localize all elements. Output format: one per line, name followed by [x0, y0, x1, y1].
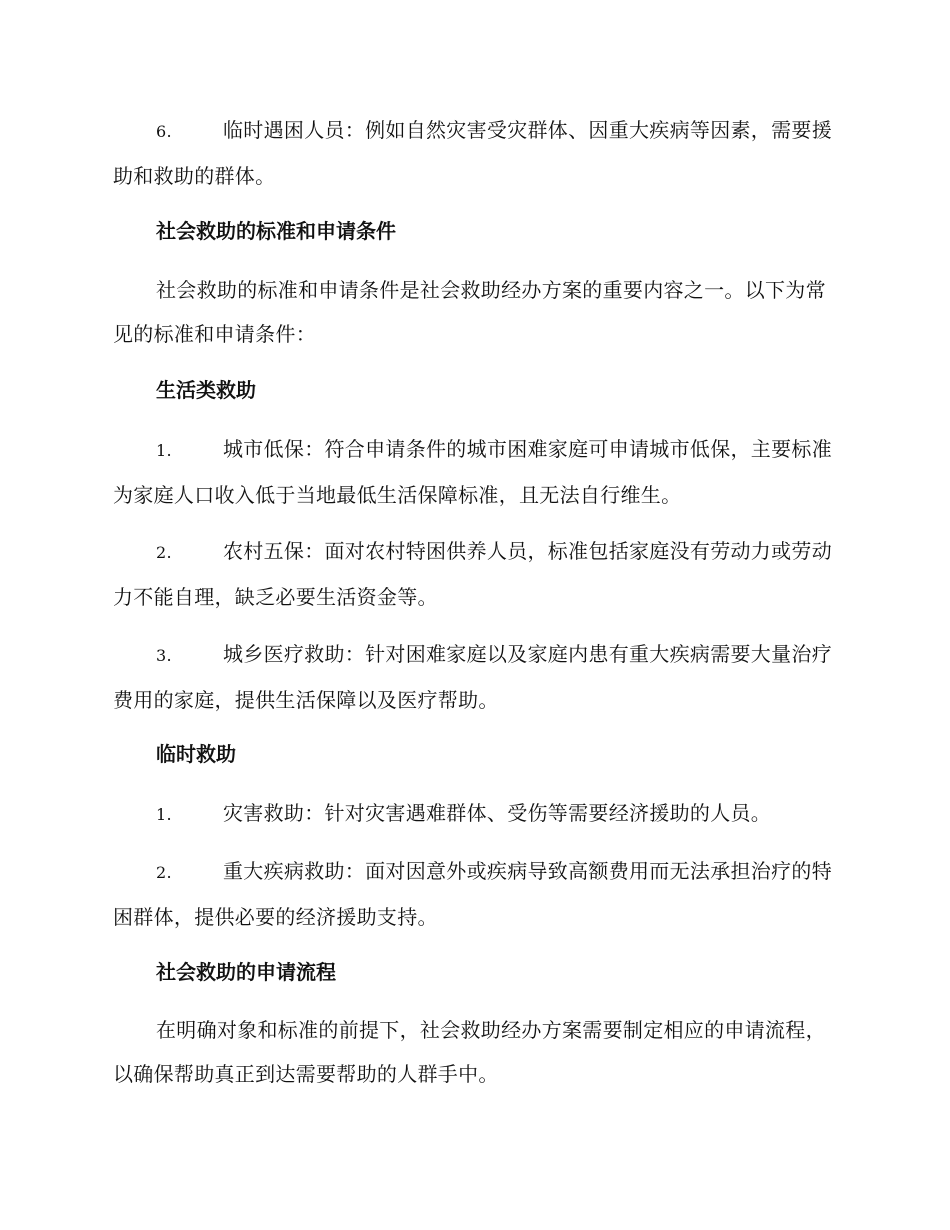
paragraph-text: 重大疾病救助：面对因意外或疾病导致高额费用而无法承担治疗的特困群体，提供必要的经济援助支持。 [113, 859, 832, 929]
paragraph-disaster-aid [113, 791, 835, 837]
list-number: 1. [156, 441, 172, 460]
paragraph-standards-intro [113, 268, 835, 356]
section-heading-temporary-aid: 临时救助 [156, 742, 236, 766]
paragraph-urban-dibao [113, 427, 835, 517]
paragraph-text: 城市低保：符合申请条件的城市困难家庭可申请城市低保，主要标准为家庭人口收入低于当地最低生活保障标准，且无法自行维生。 [113, 437, 832, 507]
paragraph-text: 农村五保：面对农村特困供养人员，标准包括家庭没有劳动力或劳动力不能自理，缺乏必要生活资金等。 [113, 539, 832, 609]
list-number: 3. [156, 646, 172, 665]
paragraph-text: 在明确对象和标准的前提下，社会救助经办方案需要制定相应的申请流程，以确保帮助真正到达需要帮助的人群手中。 [113, 1018, 826, 1086]
paragraph-application-process [113, 1008, 835, 1096]
paragraph-text: 临时遇困人员：例如自然灾害受灾群体、因重大疾病等因素，需要援助和救助的群体。 [113, 118, 832, 188]
paragraph-text: 社会救助的标准和申请条件是社会救助经办方案的重要内容之一。以下为常见的标准和申请条件： [113, 278, 826, 346]
section-heading-standards: 社会救助的标准和申请条件 [156, 219, 396, 243]
paragraph-text: 城乡医疗救助：针对困难家庭以及家庭内患有重大疾病需要大量治疗费用的家庭，提供生活保障以及医疗帮助。 [113, 642, 832, 712]
paragraph-rural-wubao [113, 529, 835, 619]
paragraph-major-illness-aid [113, 849, 835, 939]
paragraph-temporary-needy [113, 108, 835, 198]
section-heading-living-aid: 生活类救助 [156, 378, 256, 402]
section-heading-application-process: 社会救助的申请流程 [156, 960, 336, 984]
list-number: 2. [156, 863, 172, 882]
paragraph-text: 灾害救助：针对灾害遇难群体、受伤等需要经济援助的人员。 [223, 801, 772, 825]
list-number: 6. [156, 122, 172, 141]
list-number: 2. [156, 543, 172, 562]
paragraph-medical-aid [113, 632, 835, 722]
list-number: 1. [156, 805, 172, 824]
